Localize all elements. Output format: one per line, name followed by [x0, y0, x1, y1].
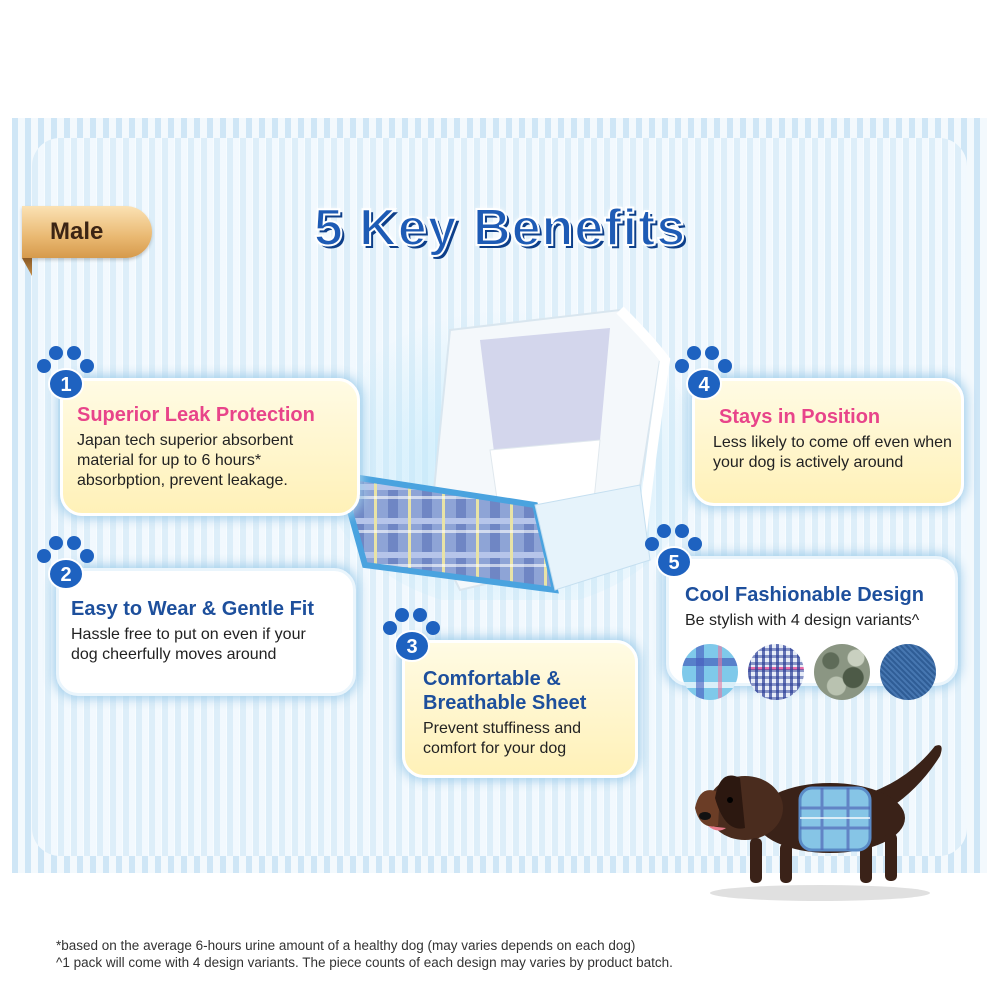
paw-1-icon: [34, 344, 98, 404]
paw-2-icon: [34, 534, 98, 594]
paw-5-number: 5: [668, 552, 680, 574]
paw-1-number: 1: [60, 374, 72, 396]
benefit-3-text: Prevent stuffiness and comfort for your dog: [423, 720, 582, 757]
paw-3-icon: [380, 606, 444, 666]
benefit-1-title: Superior Leak Protection: [77, 404, 315, 426]
footnote-1: *based on the average 6-hours urine amount of a healthy dog (may varies depends on each dog): [56, 938, 636, 953]
benefit-3-title-line2: Breathable Sheet: [423, 692, 587, 714]
male-tag-label: Male: [50, 218, 104, 245]
paw-2-number: 2: [60, 564, 72, 586]
paw-4-icon: [672, 344, 736, 404]
paw-5-icon: [642, 522, 706, 582]
design-swatch-camouflage: [814, 644, 870, 700]
benefit-4-text: Less likely to come off even when your dog is actively around: [713, 434, 952, 471]
benefit-3-title-line1: Comfortable &: [423, 668, 561, 690]
dog-wearing-diaper-image: [690, 738, 955, 903]
footnote-2: ^1 pack will come with 4 design variants. The piece counts of each design may varies by product batch.: [56, 955, 673, 970]
male-tag: [22, 206, 152, 258]
paw-3-number: 3: [406, 636, 418, 658]
design-swatch-blue-plaid: [682, 644, 738, 700]
benefit-1-text: Japan tech superior absorbent material for up to 6 hours* absorbption, prevent leakage.: [77, 432, 294, 489]
benefit-card-1: [60, 378, 360, 516]
benefit-4-title: Stays in Position: [719, 406, 881, 428]
design-swatch-denim: [880, 644, 936, 700]
page-title: 5 Key Benefits: [313, 199, 687, 257]
benefit-5-title: Cool Fashionable Design: [685, 584, 924, 606]
benefit-card-2: [56, 568, 356, 696]
paw-4-number: 4: [698, 374, 710, 396]
design-swatch-gingham: [748, 644, 804, 700]
benefit-5-text: Be stylish with 4 design variants^: [685, 612, 920, 629]
benefit-2-text: Hassle free to put on even if your dog cheerfully moves around: [71, 626, 306, 663]
benefit-2-title: Easy to Wear & Gentle Fit: [71, 598, 315, 620]
